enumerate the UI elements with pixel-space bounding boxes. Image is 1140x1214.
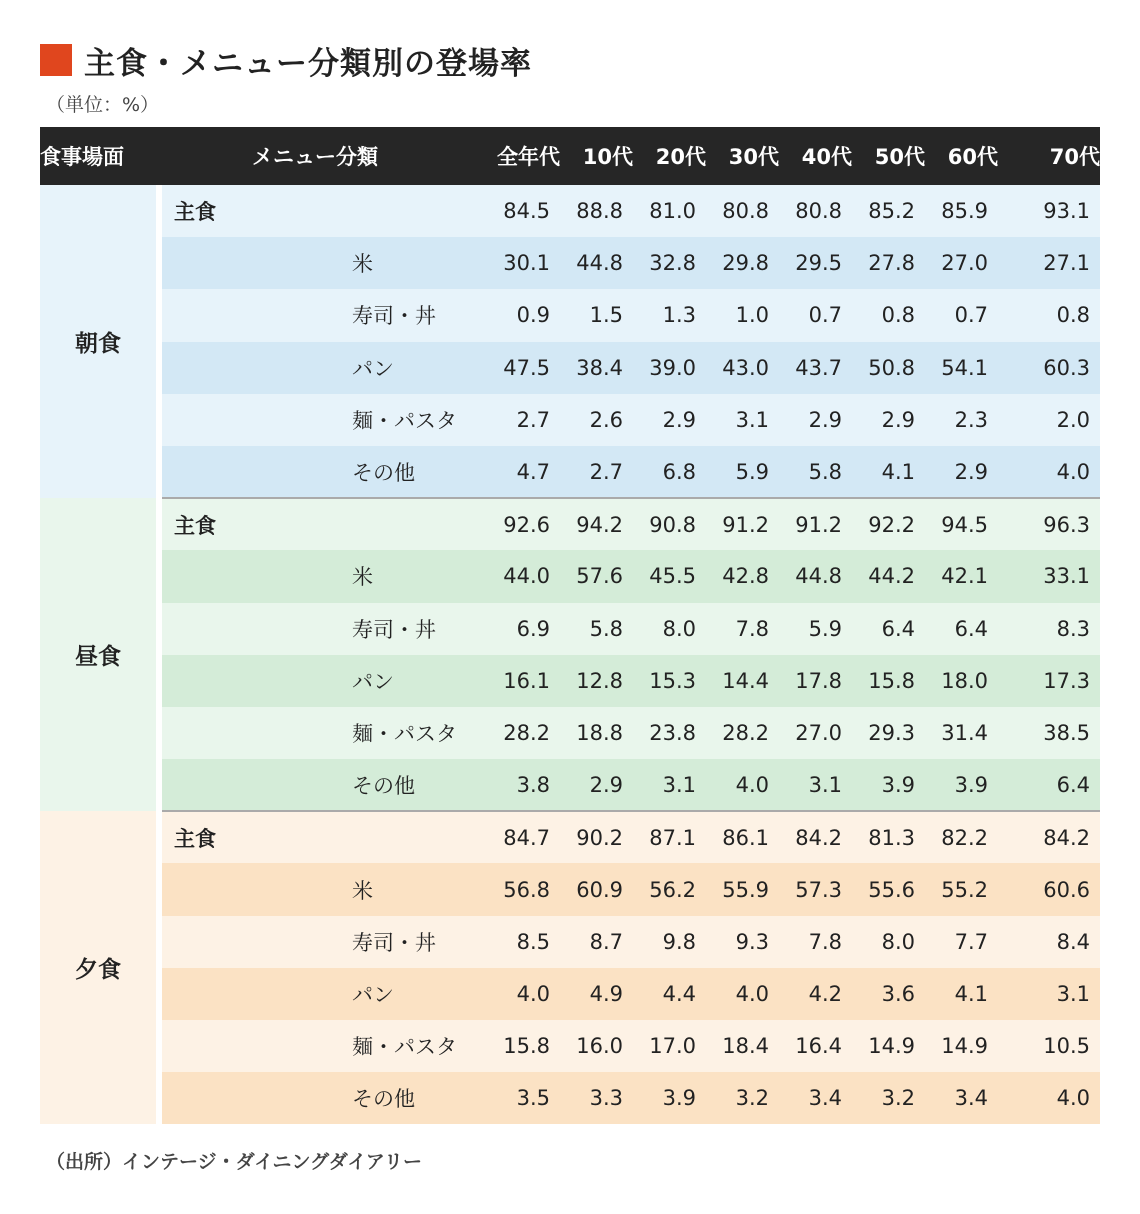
value-cell: 84.2 [779, 811, 852, 863]
value-cell: 3.9 [925, 759, 998, 811]
value-cell: 94.2 [560, 498, 633, 550]
category-sub: 麺・パスタ [162, 707, 468, 759]
value-cell: 14.4 [706, 655, 779, 707]
value-cell: 4.2 [779, 968, 852, 1020]
category-sub: その他 [162, 759, 468, 811]
category-sub: 米 [162, 863, 468, 915]
value-cell: 16.1 [468, 655, 560, 707]
value-cell: 3.1 [779, 759, 852, 811]
value-cell: 44.8 [560, 237, 633, 289]
table-row [40, 707, 1100, 759]
value-cell: 8.0 [852, 916, 925, 968]
value-cell: 28.2 [468, 707, 560, 759]
value-cell: 3.2 [706, 1072, 779, 1124]
value-cell: 5.9 [706, 446, 779, 498]
value-cell: 27.0 [779, 707, 852, 759]
value-cell: 4.4 [633, 968, 706, 1020]
value-cell: 6.9 [468, 603, 560, 655]
category-sub: 寿司・丼 [162, 289, 468, 341]
value-cell: 54.1 [925, 342, 998, 394]
value-cell: 42.8 [706, 550, 779, 602]
value-cell: 7.7 [925, 916, 998, 968]
value-cell: 27.1 [998, 237, 1100, 289]
value-cell: 44.0 [468, 550, 560, 602]
category-main: 主食 [162, 185, 468, 237]
value-cell: 38.4 [560, 342, 633, 394]
value-cell: 42.1 [925, 550, 998, 602]
category-sub: パン [162, 968, 468, 1020]
scene-label: 昼食 [40, 498, 156, 811]
value-cell: 84.7 [468, 811, 560, 863]
table-row [40, 811, 1100, 863]
value-cell: 60.3 [998, 342, 1100, 394]
value-cell: 17.3 [998, 655, 1100, 707]
header-col: 全年代 [468, 127, 560, 185]
value-cell: 6.4 [852, 603, 925, 655]
source-note: （出所）インテージ・ダイニングダイアリー [46, 1151, 423, 1173]
value-cell: 91.2 [706, 498, 779, 550]
table-row [40, 603, 1100, 655]
category-sub: その他 [162, 1072, 468, 1124]
header-col: 40代 [779, 127, 852, 185]
value-cell: 80.8 [779, 185, 852, 237]
value-cell: 3.1 [706, 394, 779, 446]
table-row [40, 342, 1100, 394]
value-cell: 2.9 [779, 394, 852, 446]
value-cell: 4.0 [706, 968, 779, 1020]
value-cell: 7.8 [706, 603, 779, 655]
value-cell: 15.8 [852, 655, 925, 707]
category-sub: 米 [162, 237, 468, 289]
value-cell: 17.8 [779, 655, 852, 707]
value-cell: 2.7 [560, 446, 633, 498]
value-cell: 2.9 [560, 759, 633, 811]
value-cell: 3.6 [852, 968, 925, 1020]
value-cell: 5.8 [779, 446, 852, 498]
value-cell: 2.9 [925, 446, 998, 498]
value-cell: 84.2 [998, 811, 1100, 863]
table-group [40, 498, 1100, 811]
unit-note: （単位：%） [46, 94, 160, 116]
table-row [40, 1072, 1100, 1124]
value-cell: 55.2 [925, 863, 998, 915]
header-scene: 食事場面 [40, 127, 156, 185]
table-row [40, 968, 1100, 1020]
table-row [40, 289, 1100, 341]
value-cell: 4.9 [560, 968, 633, 1020]
value-cell: 1.0 [706, 289, 779, 341]
value-cell: 55.9 [706, 863, 779, 915]
value-cell: 0.8 [998, 289, 1100, 341]
category-sub: パン [162, 655, 468, 707]
value-cell: 4.0 [998, 446, 1100, 498]
value-cell: 81.0 [633, 185, 706, 237]
value-cell: 4.1 [925, 968, 998, 1020]
value-cell: 6.8 [633, 446, 706, 498]
value-cell: 18.4 [706, 1020, 779, 1072]
value-cell: 4.7 [468, 446, 560, 498]
value-cell: 0.7 [925, 289, 998, 341]
value-cell: 3.3 [560, 1072, 633, 1124]
scene-label: 夕食 [40, 811, 156, 1124]
value-cell: 2.3 [925, 394, 998, 446]
value-cell: 90.8 [633, 498, 706, 550]
value-cell: 1.5 [560, 289, 633, 341]
value-cell: 93.1 [998, 185, 1100, 237]
value-cell: 6.4 [925, 603, 998, 655]
value-cell: 16.0 [560, 1020, 633, 1072]
header-col: 50代 [852, 127, 925, 185]
value-cell: 90.2 [560, 811, 633, 863]
value-cell: 17.0 [633, 1020, 706, 1072]
table-row [40, 394, 1100, 446]
value-cell: 9.8 [633, 916, 706, 968]
value-cell: 2.7 [468, 394, 560, 446]
table-header-row [40, 127, 1100, 185]
value-cell: 44.8 [779, 550, 852, 602]
value-cell: 60.9 [560, 863, 633, 915]
category-sub: 麺・パスタ [162, 394, 468, 446]
value-cell: 2.9 [852, 394, 925, 446]
value-cell: 3.1 [633, 759, 706, 811]
table-row [40, 498, 1100, 550]
value-cell: 94.5 [925, 498, 998, 550]
value-cell: 29.5 [779, 237, 852, 289]
value-cell: 82.2 [925, 811, 998, 863]
value-cell: 6.4 [998, 759, 1100, 811]
category-sub: 寿司・丼 [162, 603, 468, 655]
value-cell: 16.4 [779, 1020, 852, 1072]
value-cell: 57.6 [560, 550, 633, 602]
value-cell: 80.8 [706, 185, 779, 237]
table-row [40, 655, 1100, 707]
value-cell: 3.5 [468, 1072, 560, 1124]
value-cell: 84.5 [468, 185, 560, 237]
value-cell: 5.8 [560, 603, 633, 655]
value-cell: 3.9 [852, 759, 925, 811]
category-sub: その他 [162, 446, 468, 498]
category-sub: パン [162, 342, 468, 394]
value-cell: 10.5 [998, 1020, 1100, 1072]
value-cell: 18.8 [560, 707, 633, 759]
value-cell: 0.9 [468, 289, 560, 341]
header-col: 30代 [706, 127, 779, 185]
value-cell: 18.0 [925, 655, 998, 707]
data-table [40, 127, 1100, 1124]
value-cell: 57.3 [779, 863, 852, 915]
table-row [40, 863, 1100, 915]
table-row [40, 446, 1100, 498]
value-cell: 60.6 [998, 863, 1100, 915]
value-cell: 8.3 [998, 603, 1100, 655]
value-cell: 12.8 [560, 655, 633, 707]
value-cell: 43.0 [706, 342, 779, 394]
category-main: 主食 [162, 498, 468, 550]
value-cell: 7.8 [779, 916, 852, 968]
table-row [40, 759, 1100, 811]
value-cell: 3.8 [468, 759, 560, 811]
header-col: 60代 [925, 127, 998, 185]
value-cell: 44.2 [852, 550, 925, 602]
value-cell: 4.0 [468, 968, 560, 1020]
table-row [40, 1020, 1100, 1072]
category-sub: 米 [162, 550, 468, 602]
scene-label: 朝食 [40, 185, 156, 498]
value-cell: 33.1 [998, 550, 1100, 602]
header-col: 10代 [560, 127, 633, 185]
value-cell: 3.4 [779, 1072, 852, 1124]
value-cell: 2.0 [998, 394, 1100, 446]
value-cell: 91.2 [779, 498, 852, 550]
table-row [40, 916, 1100, 968]
value-cell: 50.8 [852, 342, 925, 394]
value-cell: 81.3 [852, 811, 925, 863]
value-cell: 4.1 [852, 446, 925, 498]
value-cell: 8.4 [998, 916, 1100, 968]
chart-title: 主食・メニュー分類別の登場率 [84, 45, 532, 82]
value-cell: 8.7 [560, 916, 633, 968]
value-cell: 85.9 [925, 185, 998, 237]
value-cell: 15.8 [468, 1020, 560, 1072]
value-cell: 3.9 [633, 1072, 706, 1124]
value-cell: 14.9 [852, 1020, 925, 1072]
value-cell: 27.8 [852, 237, 925, 289]
value-cell: 45.5 [633, 550, 706, 602]
value-cell: 23.8 [633, 707, 706, 759]
category-sub: 麺・パスタ [162, 1020, 468, 1072]
header-col: 70代 [998, 127, 1100, 185]
value-cell: 3.4 [925, 1072, 998, 1124]
table-group [40, 811, 1100, 1124]
value-cell: 9.3 [706, 916, 779, 968]
category-sub: 寿司・丼 [162, 916, 468, 968]
table-row [40, 237, 1100, 289]
value-cell: 27.0 [925, 237, 998, 289]
value-cell: 2.9 [633, 394, 706, 446]
value-cell: 38.5 [998, 707, 1100, 759]
table-group [40, 185, 1100, 498]
category-main: 主食 [162, 811, 468, 863]
value-cell: 5.9 [779, 603, 852, 655]
value-cell: 28.2 [706, 707, 779, 759]
value-cell: 32.8 [633, 237, 706, 289]
value-cell: 55.6 [852, 863, 925, 915]
value-cell: 3.2 [852, 1072, 925, 1124]
header-col: 20代 [633, 127, 706, 185]
value-cell: 3.1 [998, 968, 1100, 1020]
value-cell: 2.6 [560, 394, 633, 446]
value-cell: 39.0 [633, 342, 706, 394]
value-cell: 0.7 [779, 289, 852, 341]
value-cell: 4.0 [998, 1072, 1100, 1124]
value-cell: 8.0 [633, 603, 706, 655]
value-cell: 30.1 [468, 237, 560, 289]
table-row [40, 550, 1100, 602]
value-cell: 29.3 [852, 707, 925, 759]
value-cell: 87.1 [633, 811, 706, 863]
value-cell: 8.5 [468, 916, 560, 968]
value-cell: 85.2 [852, 185, 925, 237]
value-cell: 29.8 [706, 237, 779, 289]
value-cell: 96.3 [998, 498, 1100, 550]
value-cell: 86.1 [706, 811, 779, 863]
value-cell: 92.6 [468, 498, 560, 550]
value-cell: 43.7 [779, 342, 852, 394]
value-cell: 47.5 [468, 342, 560, 394]
title-block [40, 40, 532, 80]
value-cell: 56.2 [633, 863, 706, 915]
table-row [40, 185, 1100, 237]
header-menu: メニュー分類 [162, 127, 468, 185]
title-square-icon [40, 44, 72, 76]
value-cell: 31.4 [925, 707, 998, 759]
value-cell: 0.8 [852, 289, 925, 341]
value-cell: 56.8 [468, 863, 560, 915]
value-cell: 92.2 [852, 498, 925, 550]
value-cell: 4.0 [706, 759, 779, 811]
value-cell: 1.3 [633, 289, 706, 341]
value-cell: 14.9 [925, 1020, 998, 1072]
value-cell: 15.3 [633, 655, 706, 707]
value-cell: 88.8 [560, 185, 633, 237]
